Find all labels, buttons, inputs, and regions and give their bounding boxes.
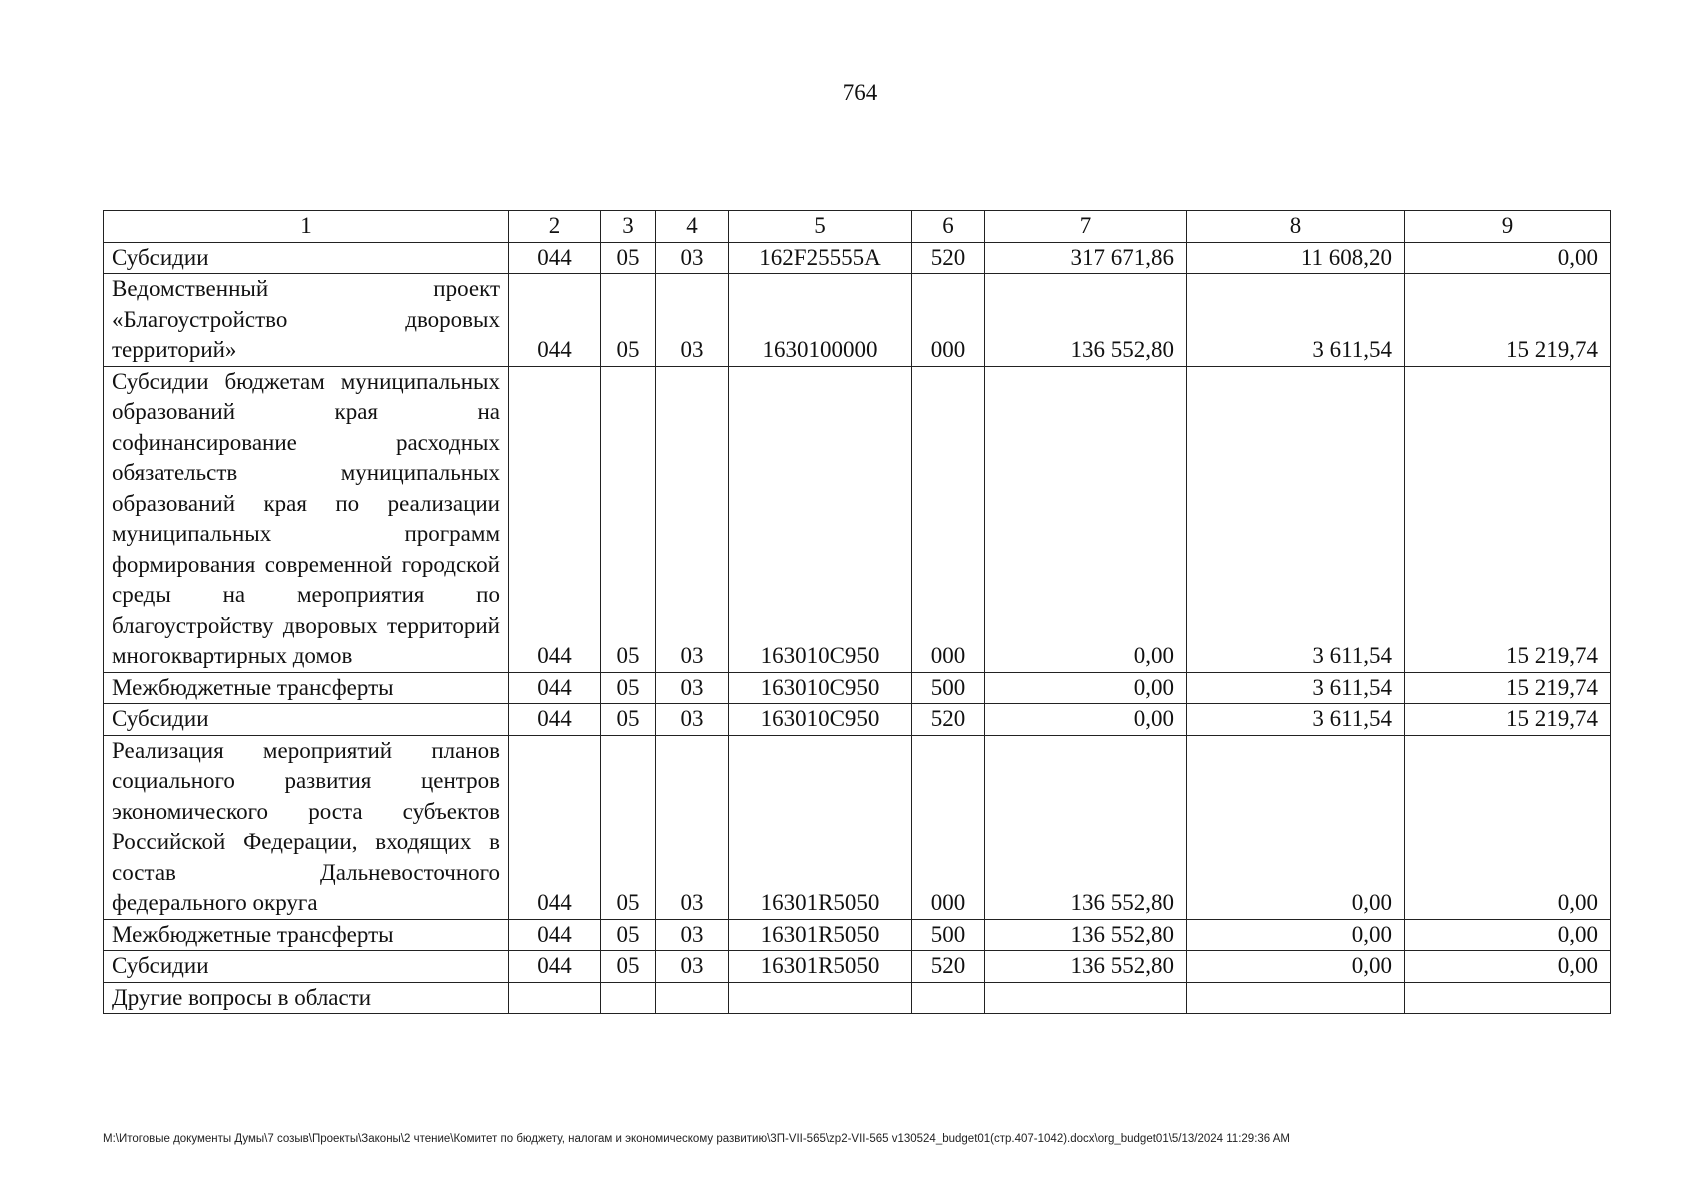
cell-ministry-code: 044	[509, 919, 601, 951]
cell-ministry-code: 044	[509, 366, 601, 672]
cell-section: 05	[601, 951, 656, 983]
cell-target-article: 162F25555A	[729, 242, 912, 274]
cell-amount-col8: 3 611,54	[1187, 704, 1405, 736]
cell-amount-col9: 15 219,74	[1405, 366, 1611, 672]
cell-subsection: 03	[656, 242, 729, 274]
cell-ministry-code: 044	[509, 274, 601, 367]
cell-amount-col7: 0,00	[985, 704, 1187, 736]
table-row	[104, 919, 1611, 951]
footer-file-path: M:\Итоговые документы Думы\7 созыв\Проекты\Законы\2 чтение\Комитет по бюджету, налогам и экономическому развитию\3П-VII-565\zp2-VII-565 v130524_budget01(стр.407-1042).docx\org_budget01\5/13/2024 11:29:36 AM	[103, 1133, 1290, 1145]
cell-target-article: 163010C950	[729, 672, 912, 704]
cell-ministry-code: 044	[509, 951, 601, 983]
table-row	[104, 735, 1611, 919]
cell-target-article: 163010C950	[729, 366, 912, 672]
cell-section: 05	[601, 274, 656, 367]
cell-expense-type: 000	[912, 274, 985, 367]
cell-amount-col8: 3 611,54	[1187, 274, 1405, 367]
cell-subsection: 03	[656, 274, 729, 367]
cell-subsection: 03	[656, 951, 729, 983]
cell-section: 05	[601, 919, 656, 951]
column-header: 1	[104, 211, 509, 243]
table-row	[104, 366, 1611, 672]
column-header: 2	[509, 211, 601, 243]
cell-name: Межбюджетные трансферты	[104, 919, 509, 951]
cell-amount-col9: 0,00	[1405, 951, 1611, 983]
cell-amount-col9: 0,00	[1405, 242, 1611, 274]
cell-name: Другие вопросы в области	[104, 982, 509, 1014]
cell-expense-type: 500	[912, 919, 985, 951]
cell-ministry-code	[509, 982, 601, 1014]
cell-amount-col9: 0,00	[1405, 919, 1611, 951]
cell-section: 05	[601, 704, 656, 736]
column-header: 3	[601, 211, 656, 243]
budget-table	[103, 210, 1611, 1014]
cell-name: Субсидии	[104, 704, 509, 736]
cell-name: Ведомственный проект «Благоустройство дворовых территорий»	[104, 274, 509, 367]
cell-amount-col9: 15 219,74	[1405, 672, 1611, 704]
cell-subsection: 03	[656, 366, 729, 672]
column-header: 4	[656, 211, 729, 243]
column-header: 8	[1187, 211, 1405, 243]
cell-subsection: 03	[656, 704, 729, 736]
cell-target-article: 1630100000	[729, 274, 912, 367]
cell-target-article: 163010C950	[729, 704, 912, 736]
table-row	[104, 951, 1611, 983]
cell-name: Субсидии	[104, 242, 509, 274]
cell-expense-type	[912, 982, 985, 1014]
cell-expense-type: 000	[912, 735, 985, 919]
cell-section: 05	[601, 672, 656, 704]
table-row	[104, 982, 1611, 1014]
cell-amount-col8: 0,00	[1187, 951, 1405, 983]
cell-subsection	[656, 982, 729, 1014]
cell-amount-col8: 3 611,54	[1187, 366, 1405, 672]
cell-amount-col7: 136 552,80	[985, 274, 1187, 367]
cell-target-article: 16301R5050	[729, 919, 912, 951]
cell-ministry-code: 044	[509, 704, 601, 736]
cell-amount-col7: 0,00	[985, 366, 1187, 672]
cell-section	[601, 982, 656, 1014]
cell-amount-col8: 11 608,20	[1187, 242, 1405, 274]
cell-name: Субсидии	[104, 951, 509, 983]
cell-ministry-code: 044	[509, 242, 601, 274]
cell-amount-col8: 3 611,54	[1187, 672, 1405, 704]
cell-target-article: 16301R5050	[729, 735, 912, 919]
table-row	[104, 704, 1611, 736]
cell-amount-col9: 15 219,74	[1405, 274, 1611, 367]
cell-amount-col7: 0,00	[985, 672, 1187, 704]
table-header-row	[104, 211, 1611, 243]
column-header: 5	[729, 211, 912, 243]
cell-ministry-code: 044	[509, 735, 601, 919]
cell-subsection: 03	[656, 735, 729, 919]
cell-expense-type: 000	[912, 366, 985, 672]
cell-section: 05	[601, 242, 656, 274]
cell-amount-col8: 0,00	[1187, 919, 1405, 951]
table-row	[104, 672, 1611, 704]
cell-subsection: 03	[656, 672, 729, 704]
column-header: 9	[1405, 211, 1611, 243]
column-header: 6	[912, 211, 985, 243]
cell-target-article: 16301R5050	[729, 951, 912, 983]
cell-name: Реализация мероприятий планов социального развития центров экономического роста субъектов Российской Федерации, входящих в состав Дальневосточного федерального округа	[104, 735, 509, 919]
cell-amount-col7: 136 552,80	[985, 919, 1187, 951]
cell-name: Межбюджетные трансферты	[104, 672, 509, 704]
cell-section: 05	[601, 735, 656, 919]
cell-expense-type: 520	[912, 242, 985, 274]
cell-amount-col8	[1187, 982, 1405, 1014]
page-number: 764	[842, 80, 878, 105]
cell-expense-type: 500	[912, 672, 985, 704]
column-header: 7	[985, 211, 1187, 243]
cell-subsection: 03	[656, 919, 729, 951]
cell-amount-col9: 0,00	[1405, 735, 1611, 919]
cell-ministry-code: 044	[509, 672, 601, 704]
table-row	[104, 274, 1611, 367]
cell-expense-type: 520	[912, 704, 985, 736]
cell-amount-col7: 136 552,80	[985, 735, 1187, 919]
table-row	[104, 242, 1611, 274]
cell-amount-col8: 0,00	[1187, 735, 1405, 919]
cell-expense-type: 520	[912, 951, 985, 983]
cell-amount-col7: 136 552,80	[985, 951, 1187, 983]
cell-amount-col7	[985, 982, 1187, 1014]
cell-section: 05	[601, 366, 656, 672]
cell-amount-col9: 15 219,74	[1405, 704, 1611, 736]
cell-name: Субсидии бюджетам муниципальных образований края на софинансирование расходных обязательств муниципальных образований края по реализации муниципальных программ формирования современной городской среды на мероприятия по благоустройству дворовых территорий многоквартирных домов	[104, 366, 509, 672]
cell-amount-col9	[1405, 982, 1611, 1014]
cell-target-article	[729, 982, 912, 1014]
cell-amount-col7: 317 671,86	[985, 242, 1187, 274]
